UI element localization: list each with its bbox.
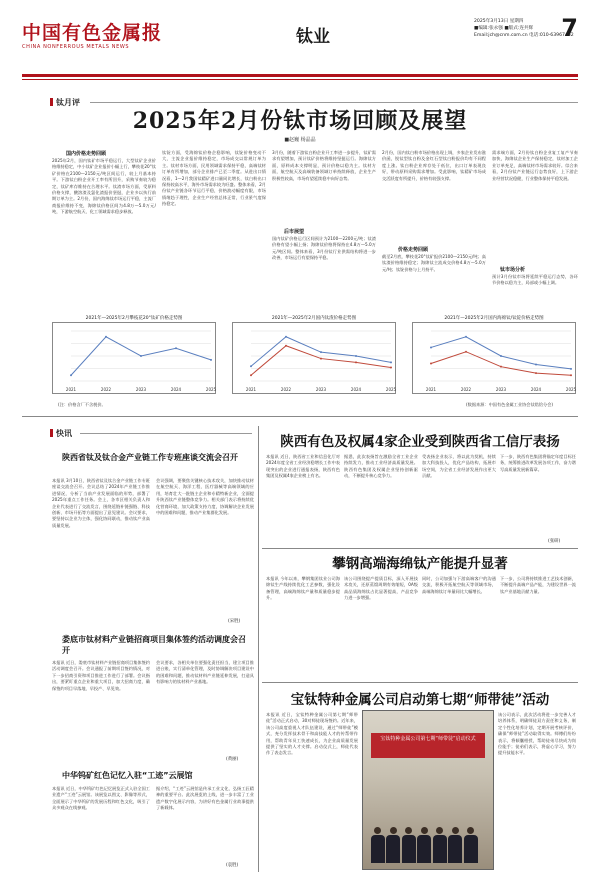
story-body-shaanxi-a: 本报讯 3月10日，陕西省钛及钛合金产业链工作专班座谈交流会召开。会议总结了2024年产业链工作推进情况，分析了当前产业发展面临的形势，部署了2025年重点工作任务。会上，各市区相关负责人和企业代表进行了交流发言，围绕延链补链强链、科技创新、市场开拓等方面提出了意见建议。会议要求，要坚持以企业为主体，强化协同联动，推动钛产业高质量发展。 <box>52 478 150 528</box>
chart-point <box>390 367 392 369</box>
chart-point <box>140 355 142 357</box>
subhead-domestic-price: 国内价格走势回顾 <box>66 151 107 157</box>
chart-point <box>535 372 537 374</box>
issue-contact: Email:jch@cnm.com.cn 电话:010-63967452 <box>474 33 574 38</box>
chart-point <box>175 347 177 349</box>
person-figure <box>433 827 447 863</box>
story-title-baoti-mentor: 宝钛特种金属公司启动第七期“师带徒”活动 <box>290 692 550 708</box>
chart-note: (注：价格含厂不含税价。 <box>58 402 106 407</box>
chart-point <box>320 358 322 360</box>
chart-point <box>285 345 287 347</box>
story-editor-3: (袁胜) <box>226 863 239 868</box>
chart-point <box>355 355 357 357</box>
masthead-rule-thin <box>22 79 578 80</box>
chart-point <box>285 336 287 338</box>
story-praise-col-3: 受表扬企业表示，将以此为契机，持续加大科技投入，优化产品结构，拓展市场空间，为全省工业经济发展作出更大贡献。 <box>422 454 496 479</box>
story-title-loudi-signing: 娄底市钛材料产业链招商项目集体签约活动调度会召开 <box>62 635 246 655</box>
chart-title-slag: 2021年—2025年2月国内钛渣价格走势图 <box>271 316 357 321</box>
chart-svg-1 <box>233 323 397 395</box>
chart-titanium-slag-price <box>232 316 397 394</box>
story-title-shaanxi-praise: 陕西有色及权属4家企业受到陕西省工信厅表扬 <box>280 434 560 450</box>
column-tag-rule <box>90 102 578 103</box>
chart-point <box>570 368 572 370</box>
chart-point <box>570 374 572 376</box>
chart-tick-label: 2022 <box>100 387 112 392</box>
chart-point <box>70 374 72 376</box>
article-column-1: 2025年2月，国内钛矿市场平稳运行，大型钛矿企业价格维持稳定，中小钛矿企业报价小幅上行，攀枝花20°钛矿价格在2100—2150元/吨区间运行，较上月基本持平。下游钛白粉企业开工率有所回升，采购节奏较为稳定，钛矿库存维持在合理水平。钛渣市场方面，受原料价格支撑，酸溶渣及氯化渣报价坚挺，企业多以执行前期订单为主。2月份，国内海绵钛市场运行平稳，主流厂商报价维持不变，海绵钛价格区间为4.8万—5.0万元/吨，下游航空航天、化工领域需求稳步释放。 <box>52 158 156 215</box>
chart-tick-label: 2021 <box>65 387 77 392</box>
photo-banner: 宝钛特种金属公司第七期“师带徒”启动仪式 <box>371 733 485 758</box>
newspaper-logo: 中国有色金属报 <box>22 22 163 44</box>
story-baoti-col-1: 本报讯 近日，宝钛特种金属公司第七期“师带徒”活动正式启动，30对师徒现场签约。近年来，该公司高度重视人才队伍建设，通过“师带徒”模式，充分发挥技术骨干和高技能人才的传帮带作用，帮助青年员工快速成长，为企业高质量发展提供了坚实的人才支撑。启动仪式上，师徒代表作了表态发言。 <box>266 712 358 756</box>
story-title-tungsten-museum: 中华钨矿红色记忆入驻“工迹”云展馆 <box>62 771 193 780</box>
story-divider-2 <box>262 682 578 683</box>
story-praise-col-2: 据悉，此次表扬旨在激励全省工业企业持续发力，推动工业经济高质量发展。陕西有色集团及权属企业坚持创新驱动，不断提升核心竞争力。 <box>344 454 418 479</box>
story-editor-2: (黄丽) <box>226 757 239 762</box>
masthead-rule <box>22 74 578 77</box>
chart-point <box>105 336 107 338</box>
chart-point <box>390 361 392 363</box>
chart-point <box>250 374 252 376</box>
column-divider <box>258 426 259 872</box>
chart-point <box>430 362 432 364</box>
masthead <box>22 14 578 74</box>
chart-point <box>430 346 432 348</box>
story-editor-1: (宋胜) <box>228 619 241 624</box>
story-pangang-col-1: 本报讯 今年以来，攀钢集团钛业公司海绵钛生产线持续优化工艺参数，强化设备管理，高端海绵钛产量和质量稳步提升。 <box>266 576 340 601</box>
column-tag-news: 快讯 <box>50 428 72 439</box>
story-praise-col-1: 本报讯 近日，陕西省工业和信息化厅对2024年度全省工业经济稳增长工作中表现突出的企业进行通报表扬，陕西有色集团及权属4家企业榜上有名。 <box>266 454 340 479</box>
article-column-5b: 预计3月份钛市场将延续平稳运行态势，各环节价格以稳为主，局部或小幅上调。 <box>492 274 578 286</box>
chart-tick-label: 2025 <box>565 387 577 392</box>
column-tag-monthly: 钛月评 <box>50 97 80 108</box>
article-column-4a: 2月份，国内钛白粉市场价格出现上调，多家企业发布涨价函，锐钛型钛白粉及金红石型钛白粉报价均有不同程度上涨。钛白粉企业库存处于低位，出口订单表现良好，带动原料采购需求增加。受此影响，钛精矿市场成交活跃度有所提升，价格有较强支撑。 <box>382 150 486 181</box>
issue-editors: ■编辑:张永强 ■版式:连共辉 <box>474 26 534 31</box>
chart-tick-label: 2023 <box>495 387 507 392</box>
section-title: 钛业 <box>296 27 330 47</box>
story-editor-4: (张研) <box>548 539 561 544</box>
person-figure <box>417 827 431 863</box>
story-pangang-col-2: 该公司围绕提产提质目标，深入开展技术攻关，还原蒸馏周期有效缩短，0A级高品质海绵钛占比显著提高，产品竞争力进一步增强。 <box>344 576 418 601</box>
story-baoti-col-2: 该公司表示，此次活动将进一步完善人才培养体系，明确师徒双方责任和义务，制定个性化培养计划，定期开展考核评价，确保“师带徒”活动取得实效。师傅们纷纷表示，将倾囊相授，帮助徒弟尽快成为岗位能手；徒弟们表示，将虚心学习，努力提升技能水平。 <box>498 712 576 756</box>
newspaper-logo-en: CHINA NONFERROUS METALS NEWS <box>22 44 130 50</box>
byline: ■赵巍 杨晶晶 <box>284 137 316 143</box>
chart-point <box>210 359 212 361</box>
photo-people <box>368 787 488 863</box>
main-headline: 2025年2月份钛市场回顾及展望 <box>132 108 468 134</box>
story-praise-col-4: 下一步，陕西有色集团将锚定年度目标任务，统筹推进改革发展各项工作，奋力谱写高质量发展新篇章。 <box>500 454 576 472</box>
chart-title-sponge: 2021年—2025年2月国内海绵钛/钛锭价格走势图 <box>444 316 544 321</box>
chart-title-ilmenite: 2021年—2025年2月攀枝花20°钛矿价格走势图 <box>85 316 183 321</box>
issue-meta <box>474 18 574 39</box>
chart-point <box>465 336 467 338</box>
chart-tick-label: 2025 <box>385 387 397 392</box>
chart-point <box>355 361 357 363</box>
chart-tick-label: 2021 <box>425 387 437 392</box>
article-column-5a: 需求端方面，2月份钛白粉企业复工复产节奏加快，海绵钛企业生产保持稳定，钛材加工企业订单充足，高端钛材市场需求较好。综合来看，2月份钛产业链运行态势良好，上下游企业经营状况稳健，行业整体保持平稳发展。 <box>492 150 578 181</box>
article-column-4b: 截至2月底，攀枝花20°钛矿报价2100—2150元/吨；高钛渣价格维持稳定；海绵钛主流成交价格4.8万—5.0万元/吨；钛锭价格与上月持平。 <box>382 254 486 272</box>
chart-tick-label: 2025 <box>205 387 217 392</box>
chart-point <box>250 365 252 367</box>
news-tag-rule <box>80 433 252 434</box>
story-body-loudi-b: 会议要求，各相关单位要强化责任担当，建立项目推进台账，实行清单化管理，及时协调解决项目建设中的困难和问题，推动钛材料产业链延伸发展，打造具有影响力的钛材料产业基地。 <box>156 660 254 685</box>
story-pangang-col-3: 同时，公司加强与下游高端客户的沟通交流，积极开拓航空航天等领域市场，高端海绵钛订单量同比大幅增长。 <box>422 576 496 594</box>
person-figure <box>448 827 462 863</box>
article-column-2: 钛锭方面，受海绵钛价格企稳影响，钛锭价格变动不大，主流企业报价维持稳定，市场成交以常规订单为主。钛材市场方面，民用领域需求保持平稳，高端钛材订单有所增加，部分企业排产已至二季度。从进出口情况看，1—2月我国钛精矿进口量同比增长，钛白粉出口保持较高水平，海外市场需求较为旺盛。整体来看，2月份钛产业链各环节运行平稳，价格波动幅度有限，市场情绪趋于理性，企业生产经营总体正常，行业景气度保持稳定。 <box>162 150 266 207</box>
chart-point <box>535 364 537 366</box>
chart-point <box>500 366 502 368</box>
chart-point <box>500 355 502 357</box>
subhead-outlook: 后市展望 <box>284 229 305 235</box>
chart-sponge-titanium-price <box>412 316 577 394</box>
story-body-loudi-a: 本报讯 近日，娄底市钛材料产业链招商项目集体签约活动调度会召开。会议通报了前期项目签约情况，对下一步招商引资和项目推进工作进行了部署。会议指出，要紧盯重点企业和重大项目，加大招商力度，确保签约项目早落地、早投产、早见效。 <box>52 660 150 691</box>
chart-series-line <box>431 337 571 369</box>
person-figure <box>402 827 416 863</box>
issue-date: 2025年3月13日 星期四 <box>474 19 524 24</box>
event-photo <box>362 710 494 870</box>
subhead-price-trend: 价格走势回顾 <box>398 247 429 253</box>
story-title-shaanxi-workshop: 陕西省钛及钛合金产业链工作专班座谈交流会召开 <box>62 453 238 462</box>
story-body-shaanxi-b: 会议强调，要聚焦关键核心技术攻关，加快推动钛材在航空航天、海洋工程、医疗器械等高端领域的应用，培育壮大一批链主企业和专精特新企业，全面提升陕西钛产业链整体竞争力。相关部门表示将持续优化营商环境，加大政策支持力度，协调解决企业发展中的困难和问题，推动产业集群化发展。 <box>156 478 254 516</box>
chart-tick-label: 2021 <box>245 387 257 392</box>
chart-svg-2 <box>413 323 577 395</box>
subhead-market-analysis: 钛市场分析 <box>500 267 526 273</box>
article-column-3a: 3月份，随着下游钛白粉企业开工率进一步提升，钛矿需求有望增加，预计钛矿价格将维持坚挺运行。海绵钛方面，原料成本支撑明显，预计价格以稳为主。钛材方面，航空航天及高端装备领域订单持续释放，企业生产积极性较高，市场有望延续稳中向好态势。 <box>272 150 376 181</box>
story-pangang-col-4: 下一步，公司将持续推进工艺技术创新，不断提升高端产品产能，为建设世界一流钛产业基地贡献力量。 <box>500 576 576 594</box>
chart-tick-label: 2022 <box>460 387 472 392</box>
chart-tick-label: 2022 <box>280 387 292 392</box>
chart-source: (数据来源：中国有色金属工业协会钛锆铪分会) <box>466 402 554 407</box>
chart-point <box>465 351 467 353</box>
article-column-3b: 国内钛矿价格运行区间预计为2100—2200元/吨；钛渣价格有望小幅上扬；海绵钛价格将保持在4.8万—5.0万元/吨区间。整体来看，3月份钛行业供需结构将进一步改善，市场运行有望保持平稳。 <box>272 236 376 261</box>
story-body-tungsten-a: 本报讯 近日，中华钨矿红色记忆展览正式入驻全国工业遗产“工迹”云展馆。该展览以图文、影像等形式，全面展示了中华钨矿的发展历程和红色文化，吸引了众多观众在线参观。 <box>52 786 150 811</box>
chart-svg-0 <box>53 323 217 395</box>
story-title-pangang: 攀钢高端海绵钛产能提升显著 <box>332 556 508 572</box>
section-divider <box>22 416 578 417</box>
chart-series-line <box>251 346 391 375</box>
chart-tick-label: 2024 <box>350 387 362 392</box>
person-figure <box>386 827 400 863</box>
person-figure <box>371 827 385 863</box>
chart-point <box>320 351 322 353</box>
chart-tick-label: 2023 <box>135 387 147 392</box>
chart-tick-label: 2024 <box>530 387 542 392</box>
chart-ilmenite-price <box>52 316 217 394</box>
chart-tick-label: 2023 <box>315 387 327 392</box>
chart-tick-label: 2024 <box>170 387 182 392</box>
person-figure <box>464 827 478 863</box>
story-divider-1 <box>262 548 578 549</box>
page-number: 7 <box>561 14 578 42</box>
story-body-tungsten-b: 据介绍，“工迹”云展馆是传承工业文化、弘扬工匠精神的重要平台。此次展览的上线，进一步丰富了工业遗产数字化展示内容，为讲好有色金属行业故事提供了新载体。 <box>156 786 254 811</box>
